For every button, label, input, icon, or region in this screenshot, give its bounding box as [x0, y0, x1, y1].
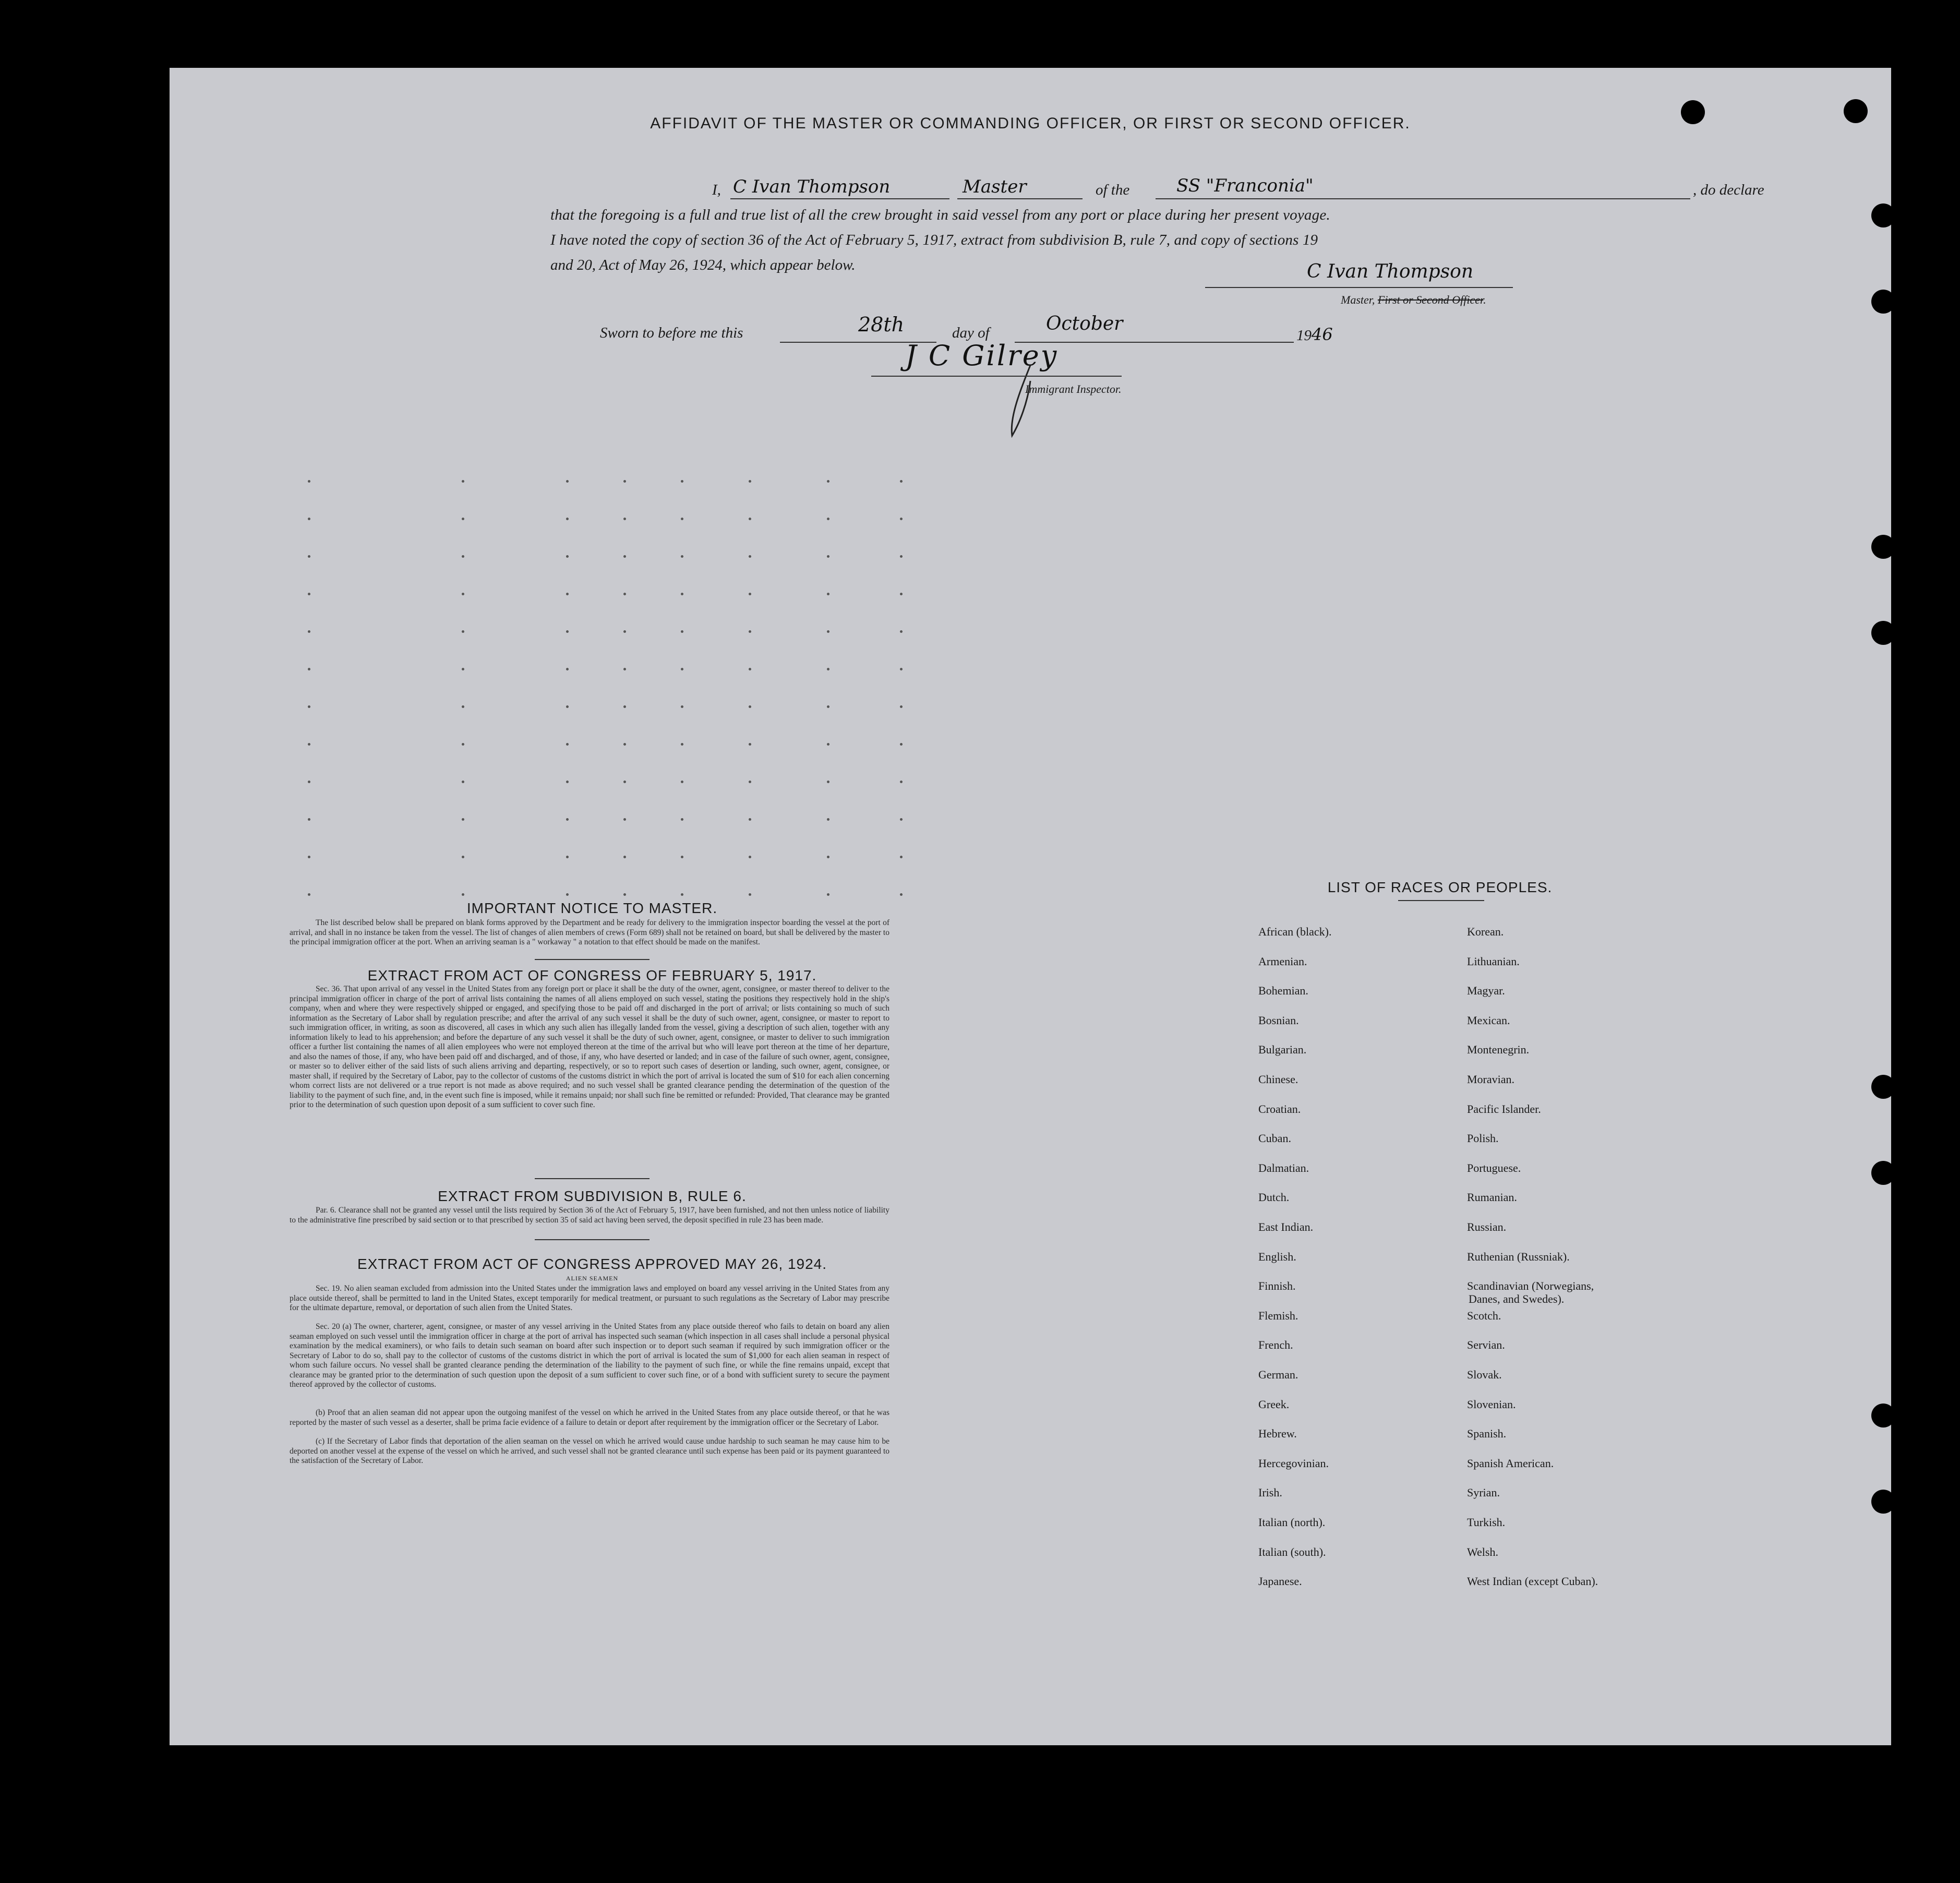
- ruling-dot: [462, 518, 464, 520]
- race-item-left: Chinese.: [1258, 1073, 1298, 1086]
- races-heading: LIST OF RACES OR PEOPLES.: [1327, 879, 1553, 895]
- ruling-dot: [900, 480, 903, 483]
- extract-1917-body: Sec. 36. That upon arrival of any vessel in the United States from any foreign port or place it shall be the duty of the owner, agent, consignee, or master thereof to deliver to the principal immigration officer in charge of the port of arrival lists containing the names of all aliens employed on such vessel, stating the positions they respectively hold in the ship's company, when and where they were respectively shipped or engaged, and specifying those to be paid off and discharged in the port of arrival; or lists containing so much of such information as the Secretary of Labor shall by regulation prescribe; and after the arrival of any such vessel it shall be the duty of such owner, agent, consignee, or master to report to such immigration officer, in writing, as soon as discovered, all cases in which any such alien has illegally landed from the vessel, giving a description of such alien, together with any information likely to lead to his apprehension; and before the departure of any such vessel it shall be the duty of such owner, agent, consignee, or master to deliver to such immigration officer a further list containing the names of all alien employees who were not employed thereon at the time of the arrival but who will leave port thereon at the time of her departure, and also the names of those, if any, who have been paid off and discharged, and of those, if any, who have deserted or landed; and in case of the failure of such owner, agent, consignee, or master so to deliver either of the said lists of such aliens arriving and departing, respectively, or so to report such cases of desertion or landing, such owner, agent, consignee, or master shall, if required by the Secretary of Labor, pay to the collector of customs of the customs district in which the port of arrival is located the sum of $10 for each alien concerning whom correct lists are not delivered or a true report is not made as above required; and no such vessel shall be granted clearance pending the determination of the question of the liability to the payment of such fine, and, in the event such fine is imposed, while it remains unpaid; nor shall such fine be remitted or refunded: Provided, That clearance may be granted prior to the determination of such question upon deposit of a sum sufficient to cover such fine.: [290, 985, 889, 1109]
- do-declare-label: , do declare: [1693, 182, 1764, 198]
- ruling-dot: [827, 856, 829, 858]
- race-item-right: Turkish.: [1467, 1516, 1506, 1529]
- ruling-dot: [827, 555, 829, 558]
- race-item-right: Spanish.: [1467, 1427, 1507, 1441]
- ruling-dot: [623, 743, 626, 746]
- ruling-dot: [749, 668, 751, 670]
- ruling-dot: [827, 818, 829, 821]
- ruling-dot: [827, 593, 829, 595]
- ruling-dot: [462, 668, 464, 670]
- ruling-dot: [566, 518, 569, 520]
- inspector-caption: Immigrant Inspector.: [1025, 382, 1122, 395]
- ruling-dot: [900, 630, 903, 633]
- ruling-dot: [827, 743, 829, 746]
- extract-rule6-heading: EXTRACT FROM SUBDIVISION B, RULE 6.: [438, 1188, 747, 1204]
- pronoun: I,: [712, 182, 721, 198]
- declaration-line-3: I have noted the copy of section 36 of the Act of February 5, 1917, extract from subdivision B, rule 7, and copy of sections 19: [550, 232, 1318, 248]
- ruling-dot: [462, 705, 464, 708]
- race-item-left: African (black).: [1258, 925, 1332, 938]
- race-item-left: Irish.: [1258, 1486, 1282, 1500]
- ruling-dot: [462, 555, 464, 558]
- rank-handwritten: Master: [963, 176, 1027, 197]
- race-item-left: Finnish.: [1258, 1279, 1296, 1293]
- alien-seamen-subheading: ALIEN SEAMEN: [566, 1275, 619, 1282]
- ruling-dot: [749, 856, 751, 858]
- sec19-body: Sec. 19. No alien seaman excluded from admission into the United States under the immigration laws and employed on board any vessel arriving in the United States from any place outside thereof, shall be permitted to land in the United States, except temporarily for medical treatment, or pursuant to such regulations as the Secretary of Labor may prescribe for the ultimate departure, removal, or deportation of such alien from the United States.: [290, 1284, 889, 1312]
- ruling-dot: [462, 743, 464, 746]
- race-item-left: Flemish.: [1258, 1309, 1298, 1322]
- race-item-right: Ruthenian (Russniak).: [1467, 1250, 1570, 1263]
- race-item-left: Bulgarian.: [1258, 1043, 1307, 1057]
- divider: [535, 1178, 650, 1179]
- ruling-dot: [566, 743, 569, 746]
- ruling-dot: [900, 856, 903, 858]
- declaration-line-2: that the foregoing is a full and true list of all the crew brought in said vessel from any port or place during her present voyage.: [550, 207, 1330, 223]
- signature-flourish: [999, 360, 1062, 438]
- race-item-left: Cuban.: [1258, 1132, 1291, 1145]
- ruling-dot: [308, 480, 310, 483]
- ruling-dot: [566, 781, 569, 783]
- punch-hole: [1871, 290, 1895, 314]
- race-item-right: Moravian.: [1467, 1073, 1515, 1086]
- race-item-right: Rumanian.: [1467, 1191, 1517, 1204]
- ruling-dot: [827, 480, 829, 483]
- ruling-dot: [566, 555, 569, 558]
- race-item-left: Italian (south).: [1258, 1545, 1326, 1558]
- race-item-right: Montenegrin.: [1467, 1043, 1530, 1057]
- ruling-dot: [681, 705, 683, 708]
- ruling-dot: [900, 705, 903, 708]
- ruling-dot: [462, 593, 464, 595]
- punch-hole: [1871, 621, 1895, 645]
- ruling-dot: [308, 518, 310, 520]
- ruling-dot: [749, 518, 751, 520]
- ruling-dot: [308, 705, 310, 708]
- race-item-right: Syrian.: [1467, 1486, 1500, 1500]
- race-item-right: Welsh.: [1467, 1545, 1498, 1558]
- ruling-dot: [681, 893, 683, 896]
- ruling-dot: [900, 593, 903, 595]
- race-item-left: Bohemian.: [1258, 984, 1308, 998]
- ruling-dot: [462, 781, 464, 783]
- notice-body: The list described below shall be prepared on blank forms approved by the Department and be ready for delivery to the immigration inspector boarding the vessel at the port of arrival, and shall in no instance be taken from the vessel. The list of changes of alien members of crews (Form 689) shall not be retained on board, but shall be delivered by the master to the principal immigration officer at the port. When an arriving seaman is a " workaway " a notation to that effect should be made on the manifest.: [290, 918, 889, 946]
- ruling-dot: [827, 893, 829, 896]
- race-item-right: Pacific Islander.: [1467, 1102, 1541, 1116]
- race-item-right: Slovenian.: [1467, 1397, 1516, 1411]
- notice-heading: IMPORTANT NOTICE TO MASTER.: [466, 900, 718, 916]
- ruling-dot: [308, 630, 310, 633]
- race-item-right: Mexican.: [1467, 1013, 1510, 1027]
- ruling-dot: [566, 705, 569, 708]
- ruling-dot: [566, 630, 569, 633]
- ruling-dot: [462, 630, 464, 633]
- ruling-dot: [623, 480, 626, 483]
- ruling-dot: [308, 743, 310, 746]
- ruling-dot: [749, 893, 751, 896]
- race-item-left: Dalmatian.: [1258, 1161, 1309, 1174]
- ruling-dot: [900, 555, 903, 558]
- sec20c-body: (c) If the Secretary of Labor finds that deportation of the alien seaman on the vessel on which he arrived would cause undue hardship to such seaman he may cause him to be deported on another vessel at the expense of the vessel on which he arrived, and such vessel shall not be granted clearance until such expense has been paid or its payment guaranteed to the satisfaction of the Secretary of Labor.: [290, 1437, 889, 1465]
- sworn-line: Sworn to before me this: [600, 325, 743, 341]
- sworn-day-handwritten: 28th: [858, 313, 905, 336]
- document-page: [170, 68, 1891, 1745]
- punch-hole: [1871, 1404, 1895, 1428]
- ruling-dot: [623, 818, 626, 821]
- race-item-left: English.: [1258, 1250, 1296, 1263]
- ruling-dot: [462, 480, 464, 483]
- ruling-dot: [900, 518, 903, 520]
- race-item-right: Korean.: [1467, 925, 1504, 938]
- race-item-left: French.: [1258, 1338, 1293, 1352]
- punch-hole: [1871, 1161, 1895, 1185]
- race-item-right: Lithuanian.: [1467, 954, 1520, 968]
- ruling-dot: [681, 743, 683, 746]
- ruling-dot: [308, 668, 310, 670]
- race-item-left: Bosnian.: [1258, 1013, 1299, 1027]
- ruling-dot: [681, 555, 683, 558]
- ruling-dot: [623, 781, 626, 783]
- race-item-continuation: Danes, and Swedes).: [1469, 1292, 1565, 1305]
- declaration-line-4: and 20, Act of May 26, 1924, which appear below.: [550, 257, 856, 273]
- race-item-left: Hebrew.: [1258, 1427, 1297, 1441]
- race-item-right: Portuguese.: [1467, 1161, 1521, 1174]
- race-item-left: Croatian.: [1258, 1102, 1301, 1116]
- ruling-dot: [566, 480, 569, 483]
- extract-rule6-body: Par. 6. Clearance shall not be granted any vessel until the lists required by Section 36 of the Act of February 5, 1917, have been furnished, and not then unless notice of liability to the administrative fine prescribed by said section or to that prescribed by section 35 of said act having been served, the deposit specified in rule 23 has been made.: [290, 1206, 889, 1225]
- extract-1924-heading: EXTRACT FROM ACT OF CONGRESS APPROVED MAY 26, 1924.: [357, 1256, 827, 1272]
- ruling-dot: [900, 743, 903, 746]
- ruling-dot: [566, 593, 569, 595]
- ruling-dot: [681, 630, 683, 633]
- ruling-dot: [681, 593, 683, 595]
- of-the-label: of the: [1096, 182, 1130, 198]
- ruling-dot: [827, 781, 829, 783]
- ruling-dot: [749, 480, 751, 483]
- ruling-dot: [623, 518, 626, 520]
- ruling-dot: [681, 856, 683, 858]
- ruling-dot: [623, 630, 626, 633]
- ruling-dot: [749, 818, 751, 821]
- ruling-dot: [749, 705, 751, 708]
- ruling-dot: [749, 781, 751, 783]
- race-item-right: Magyar.: [1467, 984, 1505, 998]
- ruling-dot: [749, 555, 751, 558]
- signature-caption: Master, First or Second Officer.: [1341, 293, 1486, 306]
- master-signature: C Ivan Thompson: [1307, 261, 1474, 282]
- ruling-dot: [623, 668, 626, 670]
- race-item-right: Slovak.: [1467, 1368, 1502, 1381]
- ruling-dot: [827, 518, 829, 520]
- punch-hole: [1871, 203, 1895, 227]
- year-line: 1946: [1296, 325, 1333, 344]
- race-item-left: Greek.: [1258, 1397, 1290, 1411]
- ruling-dot: [308, 818, 310, 821]
- race-item-right: Spanish American.: [1467, 1456, 1554, 1470]
- ruling-dot: [749, 743, 751, 746]
- ruling-dot: [462, 818, 464, 821]
- ruling-dot: [566, 818, 569, 821]
- race-item-left: Japanese.: [1258, 1575, 1302, 1588]
- ruling-dot: [827, 630, 829, 633]
- divider: [1398, 900, 1484, 901]
- punch-hole: [1871, 1490, 1895, 1514]
- sec20a-body: Sec. 20 (a) The owner, charterer, agent, consignee, or master of any vessel arriving in the United States from any place outside thereof who fails to detain on board any alien seaman employed on such vessel until the immigration officer in charge at the port of arrival has inspected such seaman (which inspection in all cases shall include a personal physical examination by the medical examiners), or who fails to detain such seaman on board after such inspection or to deport such seaman if required by such immigration officer or the Secretary of Labor to do so, shall pay to the collector of customs of the customs district in which the port of arrival is located the sum of $1,000 for each alien seaman in respect of whom such failure occurs. No vessel shall be granted clearance pending the determination of the liability to the payment of such fine, or while the fine remains unpaid, except that clearance may be granted prior to the determination of such question upon the deposit of a sum sufficient to cover such fine, or of a bond with sufficient surety to secure the payment thereof approved by the collector of customs.: [290, 1322, 889, 1389]
- race-item-left: Armenian.: [1258, 954, 1307, 968]
- race-item-left: Dutch.: [1258, 1191, 1290, 1204]
- ruling-dot: [308, 856, 310, 858]
- ruling-dot: [681, 781, 683, 783]
- punch-hole: [1871, 535, 1895, 559]
- inspector-signature: J C Gilrey: [905, 339, 1059, 372]
- sec20b-body: (b) Proof that an alien seaman did not appear upon the outgoing manifest of the vessel on which he arrived in the United States from any place outside thereof, or that he was reported by the master of such vessel as a deserter, shall be prima facie evidence of a failure to detain or deport after requirement by the immigration officer or the Secretary of Labor.: [290, 1408, 889, 1427]
- race-item-left: Italian (north).: [1258, 1516, 1326, 1529]
- ruling-dot: [308, 781, 310, 783]
- extract-1917-heading: EXTRACT FROM ACT OF CONGRESS OF FEBRUARY 5, 1917.: [367, 967, 817, 984]
- race-item-right: Polish.: [1467, 1132, 1499, 1145]
- race-item-right: Scandinavian (Norwegians,: [1467, 1279, 1594, 1293]
- ruling-dot: [749, 593, 751, 595]
- master-name-handwritten: C Ivan Thompson: [733, 176, 891, 197]
- ruling-dot: [566, 893, 569, 896]
- divider: [535, 1239, 650, 1240]
- affidavit-title: AFFIDAVIT OF THE MASTER OR COMMANDING OFFICER, OR FIRST OR SECOND OFFICER.: [650, 115, 1411, 132]
- ruling-dot: [681, 668, 683, 670]
- ruling-dot: [900, 668, 903, 670]
- ruling-dot: [308, 593, 310, 595]
- ruling-dot: [623, 593, 626, 595]
- ruling-dot: [623, 893, 626, 896]
- race-item-left: German.: [1258, 1368, 1298, 1381]
- ruling-dot: [623, 705, 626, 708]
- ruling-dot: [827, 668, 829, 670]
- ruling-dot: [308, 893, 310, 896]
- punch-hole: [1871, 1075, 1895, 1099]
- ruling-dot: [462, 856, 464, 858]
- ruling-dot: [462, 893, 464, 896]
- race-item-left: East Indian.: [1258, 1220, 1314, 1233]
- ruling-dot: [566, 856, 569, 858]
- ruling-dot: [681, 818, 683, 821]
- race-item-right: Servian.: [1467, 1338, 1505, 1352]
- ruling-dot: [681, 518, 683, 520]
- ruling-dot: [900, 818, 903, 821]
- ruling-dot: [623, 555, 626, 558]
- ruling-dot: [900, 781, 903, 783]
- ruling-dot: [827, 705, 829, 708]
- ruling-dot: [900, 893, 903, 896]
- race-item-right: Scotch.: [1467, 1309, 1501, 1322]
- day-of-label: day of: [952, 325, 990, 341]
- race-item-left: Hercegovinian.: [1258, 1456, 1329, 1470]
- ruling-dot: [681, 480, 683, 483]
- sworn-month-handwritten: October: [1046, 313, 1123, 334]
- divider: [535, 959, 650, 960]
- vessel-name-handwritten: SS "Franconia": [1176, 175, 1314, 196]
- ruling-dot: [623, 856, 626, 858]
- ruling-dot: [308, 555, 310, 558]
- race-item-right: West Indian (except Cuban).: [1467, 1575, 1598, 1588]
- ruling-dot: [749, 630, 751, 633]
- ruling-dot: [566, 668, 569, 670]
- race-item-right: Russian.: [1467, 1220, 1507, 1233]
